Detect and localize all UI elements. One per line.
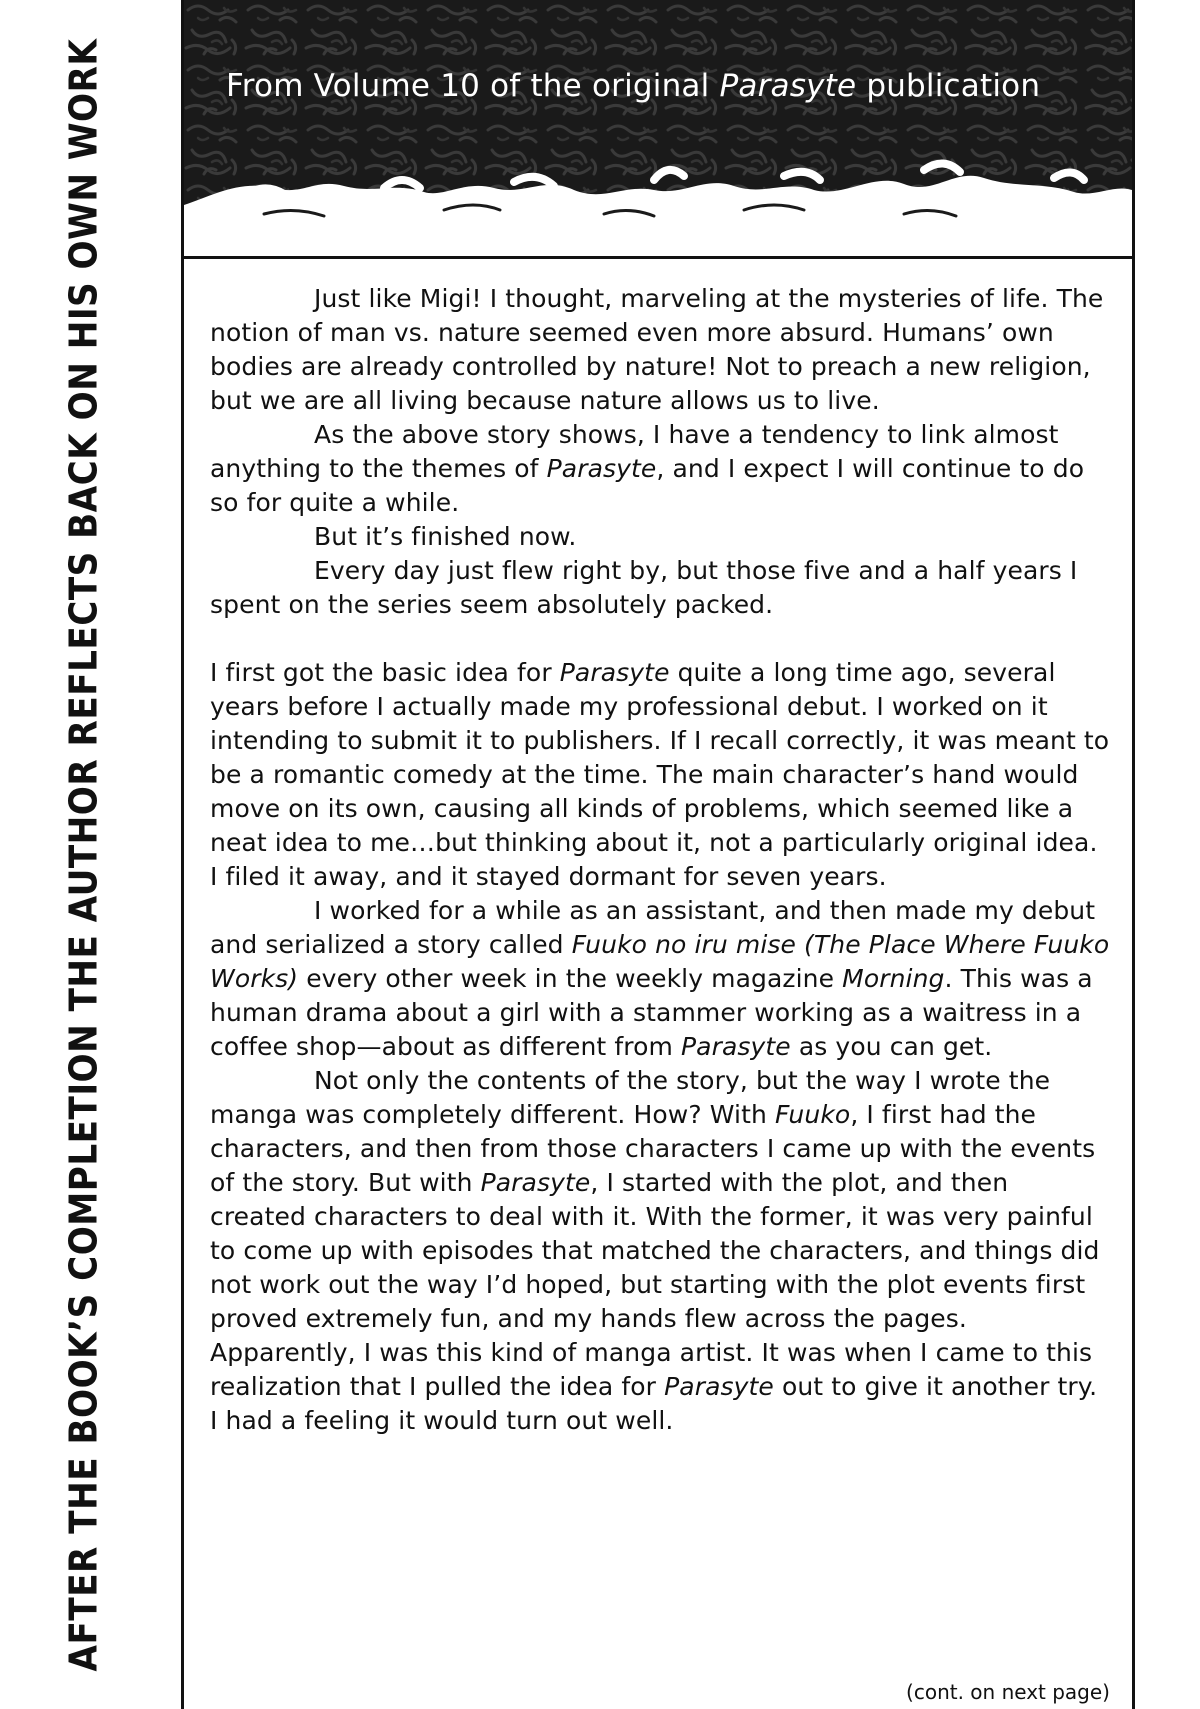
paragraph-3: But it’s finished now. — [314, 522, 577, 551]
paragraph-7: Not only the contents of the story, but the way I wrote the manga was completely different. How? With Fuuko, I first had the characters, and then from those characters I came up with the events of the story. But with Parasyte, I started with the plot, and then created characters to deal with it. With the former, it was very painful to come up with episodes that matched the characters, and things did not work out the way I’d hoped, but starting with the plot events first proved extremely fun, and my hands flew across the pages. Apparently, I was this kind of manga artist. It was when I came to this realization that I pulled the idea for Parasyte out to give it another try. I had a feeling it would turn out well. — [210, 1066, 1100, 1435]
paragraph-6: I worked for a while as an assistant, and then made my debut and serialized a story called Fuuko no iru mise (The Place Where Fuuko Works) every other week in the weekly magazine Morning. This was a human drama about a girl with a stammer working as a waitress in a coffee shop—about as different from Parasyte as you can get. — [210, 896, 1110, 1061]
paragraph-2: As the above story shows, I have a tendency to link almost anything to the themes of Parasyte, and I expect I will continue to do so for quite a while. — [210, 420, 1085, 517]
side-title — [8, 8, 158, 1701]
article-body — [210, 282, 1110, 1438]
paragraph-5: I first got the basic idea for Parasyte quite a long time ago, several years before I actually made my professional debut. I worked on it intending to submit it to publishers. If I recall correctly, it was meant to be a romantic comedy at the time. The main character’s hand would move on its own, causing all kinds of problems, which seemed like a neat idea to me…but thinking about it, not a particularly original idea. I filed it away, and it stayed dormant for seven years. — [210, 658, 1110, 891]
header-divider — [184, 256, 1132, 259]
header-title: From Volume 10 of the original Parasyte publication — [226, 68, 1041, 104]
side-title-text: AFTER THE BOOK’S COMPLETION THE AUTHOR REFLECTS BACK ON HIS OWN WORK — [61, 38, 106, 1671]
paragraph-4: Every day just flew right by, but those five and a half years I spent on the series seem absolutely packed. — [210, 556, 1078, 619]
paragraph-1: Just like Migi! I thought, marveling at the mysteries of life. The notion of man vs. nature seemed even more absurd. Humans’ own bodies are already controlled by nature! Not to preach a new religion, but we are all living because nature allows us to live. — [210, 284, 1104, 415]
continued-note: (cont. on next page) — [906, 1680, 1110, 1704]
header-banner — [184, 0, 1132, 258]
maze-pattern-decoration — [184, 0, 1132, 258]
